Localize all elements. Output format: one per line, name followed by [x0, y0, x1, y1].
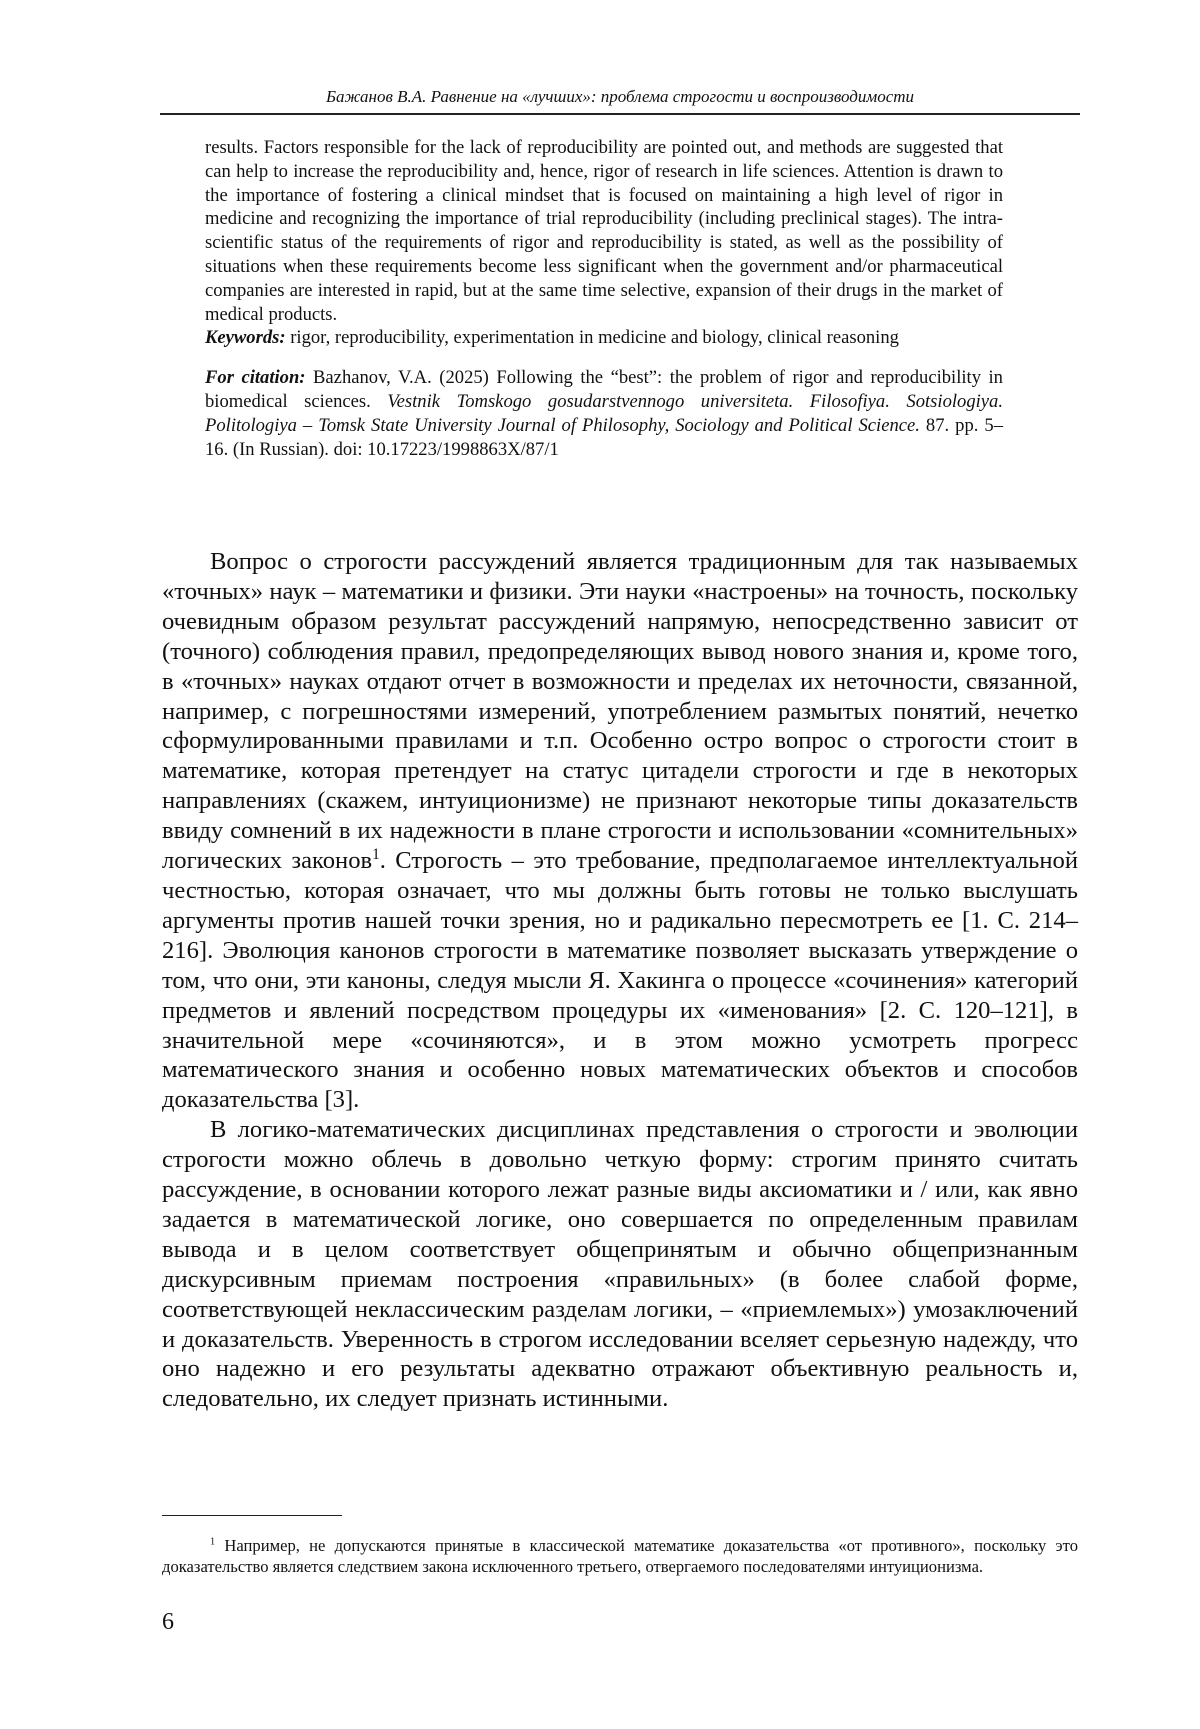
citation	[205, 366, 1003, 461]
header-rule	[160, 113, 1080, 115]
body-paragraph-2: В логико-математических дисциплинах представления о строгости и эволюции строгости можно облечь в довольно четкую форму: строгим принято считать рассуждение, в основании которого лежат разные виды аксиоматики и / или, как явно задается в математической логике, оно совершается по определенным правилам вывода и в целом соответствует общепринятым и обычно общепризнанным дискурсивным приемам построения «правильных» (в более слабой форме, соответствующей неклассическим разделам логики, – «приемлемых») умозаключений и доказательств. Уверенность в строгом исследовании вселяет серьезную надежду, что оно надежно и его результаты адекватно отражают объективную реальность и, следовательно, их следует признать истинными.	[162, 1116, 1078, 1413]
footnote	[162, 1535, 1078, 1577]
footnote-text: Например, не допускаются принятые в классической математике доказательства «от противного», поскольку это доказательство является следствием закона исключенного третьего, отвергаемого последователями интуиционизма.	[162, 1536, 1078, 1576]
keywords-label: Keywords:	[205, 327, 286, 349]
citation-journal: Vestnik Tomskogo gosudarstvennogo universiteta. Filosofiya. Sotsiologiya. Politologiya – Tomsk State University Journal of Philosophy, Sociology and Political Science.	[205, 390, 1004, 436]
citation-text: Bazhanov, V.A. (2025) Following the “best”: the problem of rigor and reproducibility in biomedical sciences.	[205, 367, 1003, 412]
running-title: Бажанов В.А. Равнение на «лучших»: проблема строгости и воспроизводимости	[325, 87, 915, 106]
keywords	[205, 326, 1003, 350]
citation-details: 87. pp. 5–16. (In Russian). doi: 10.17223/1998863X/87/1	[205, 414, 1003, 460]
body-paragraph-1-part-1: Вопрос о строгости рассуждений является традиционным для так называемых «точных» наук – математики и физики. Эти науки «настроены» на точность, поскольку очевидным образом результат рассуждений напрямую, непосредственно зависит от (точного) соблюдения правил, предопределяющих вывод нового знания и, кроме того, в «точных» науках отдают отчет в возможности и пределах их неточности, связанной, например, с погрешностями измерений, употреблением размытых понятий, нечетко сформулированными правилами и т.п. Особенно остро вопрос о строгости стоит в математике, которая претендует на статус цитадели строгости и где в некоторых направлениях (скажем, интуиционизме) не признают некоторые типы доказательств ввиду сомнений в их надежности в плане строгости и использовании «сомнительных» логических законов	[162, 548, 1078, 875]
footnote-reference: 1	[372, 845, 380, 863]
footnote-separator	[162, 1515, 342, 1516]
abstract-block	[205, 136, 1003, 461]
footnote-number: 1	[210, 1536, 216, 1548]
main-text	[162, 547, 1078, 1414]
keywords-list: rigor, reproducibility, experimentation in medicine and biology, clinical reasoning	[290, 327, 899, 349]
abstract-text: results. Factors responsible for the lack of reproducibility are pointed out, and methods are suggested that can help to increase the reproducibility and, hence, rigor of research in life sciences. Attention is drawn to the importance of fostering a clinical mindset that is focused on maintaining a high level of rigor in medicine and recognizing the importance of trial reproducibility (including preclinical stages). The intra-scientific status of the requirements of rigor and reproducibility is stated, as well as the possibility of situations when these requirements become less significant when the government and/or pharmaceutical companies are interested in rapid, but at the same time selective, expansion of their drugs in the market of medical products.	[205, 137, 1003, 325]
page-number: 6	[162, 1609, 174, 1635]
body-paragraph-1-part-2: . Строгость – это требование, предполагаемое интеллектуальной честностью, которая означает, что мы должны быть готовы не только выслушать аргументы против нашей точки зрения, но и радикально пересмотреть ее [1. С. 214–216]. Эволюция канонов строгости в математике позволяет высказать утверждение о том, что они, эти каноны, следуя мысли Я. Хакинга о процессе «сочинения» категорий предметов и явлений посредством процедуры их «именования» [2. С. 120–121], в значительной мере «сочиняются», и в этом можно усмотреть прогресс математического знания и особенно новых математических объектов и способов доказательства [3].	[162, 847, 1078, 1114]
citation-label: For citation:	[205, 367, 306, 389]
body-paragraph-1	[162, 547, 1078, 1115]
